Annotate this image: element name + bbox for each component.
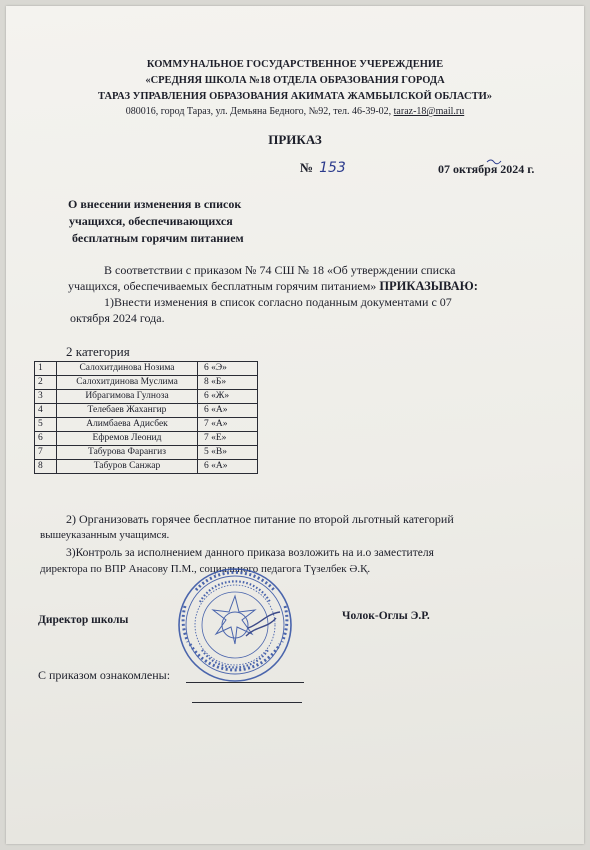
number-label: №	[300, 160, 314, 175]
order-number	[300, 160, 346, 176]
document-title: ПРИКАЗ	[268, 132, 322, 147]
subject-line-2: учащихся, обеспечивающихся	[69, 214, 233, 228]
signature-line-2	[192, 702, 302, 703]
row-number: 4	[35, 404, 57, 418]
category-label: 2 категория	[66, 344, 130, 359]
table-row	[35, 376, 258, 390]
student-class: 7 «А»	[198, 418, 258, 432]
table-row	[35, 390, 258, 404]
table-row	[35, 404, 258, 418]
org-address	[0, 106, 590, 118]
paragraph-1-line-1: В соответствии с приказом № 74 СШ № 18 «Об утверждении списка	[104, 263, 456, 277]
student-name: Ефремов Леонид	[57, 432, 198, 446]
row-number: 6	[35, 432, 57, 446]
signature-line-1	[186, 682, 304, 683]
address-text: 080016, город Тараз, ул. Демьяна Бедного, №92, тел. 46-39-02,	[125, 106, 394, 117]
row-number: 1	[35, 362, 57, 376]
paragraph-2-line-2: октября 2024 года.	[70, 311, 165, 325]
table-row	[35, 432, 258, 446]
signature-name: Чолок-Оглы Э.Р.	[342, 610, 430, 622]
item-2-line-2: вышеуказанным учащимся.	[40, 529, 170, 541]
table-row	[35, 418, 258, 432]
paragraph-1-text: учащихся, обеспечиваемых бесплатным горячим питанием»	[68, 279, 380, 293]
item-3-line-2: директора по ВПР Анасову П.М., социального педагога Түзелбек Ә.Қ.	[40, 563, 371, 575]
student-name: Алимбаева Адисбек	[57, 418, 198, 432]
row-number: 7	[35, 446, 57, 460]
table-row	[35, 362, 258, 376]
handwritten-number: 153	[319, 160, 346, 176]
student-class: 8 «Б»	[198, 376, 258, 390]
student-class: 7 «Е»	[198, 432, 258, 446]
students-table	[34, 361, 258, 474]
table-row	[35, 446, 258, 460]
org-header-line-2: «СРЕДНЯЯ ШКОЛА №18 ОТДЕЛА ОБРАЗОВАНИЯ ГОРОДА	[145, 75, 445, 86]
acknowledgement-label: С приказом ознакомлены:	[38, 668, 171, 682]
org-header-line-3: ТАРАЗ УПРАВЛЕНИЯ ОБРАЗОВАНИЯ АКИМАТА ЖАМБЫЛСКОЙ ОБЛАСТИ»	[97, 91, 492, 102]
row-number: 3	[35, 390, 57, 404]
signature-role: Директор школы	[38, 614, 129, 626]
org-header-line-1: КОММУНАЛЬНОЕ ГОСУДАРСТВЕННОЕ УЧЕРЕЖДЕНИЕ	[146, 59, 444, 70]
order-keyword: ПРИКАЗЫВАЮ:	[379, 279, 478, 293]
student-name: Салохитдинова Муслима	[57, 376, 198, 390]
student-name: Табуров Санжар	[57, 460, 198, 474]
student-class: 6 «Э»	[198, 362, 258, 376]
table-row	[35, 460, 258, 474]
official-seal-icon	[176, 566, 294, 684]
order-subject	[68, 196, 244, 247]
paragraph-1-line-2	[68, 279, 478, 294]
student-class: 6 «А»	[198, 404, 258, 418]
row-number: 5	[35, 418, 57, 432]
student-name: Салохитдинова Нозима	[57, 362, 198, 376]
student-name: Ибрагимова Гулноза	[57, 390, 198, 404]
row-number: 2	[35, 376, 57, 390]
item-3-line-1: 3)Контроль за исполнением данного приказа возложить на и.о заместителя	[66, 547, 434, 559]
email-link[interactable]: taraz-18@mail.ru	[393, 106, 465, 117]
student-class: 5 «В»	[198, 446, 258, 460]
student-class: 6 «Ж»	[198, 390, 258, 404]
subject-line-1: О внесении изменения в список	[68, 197, 242, 211]
student-name: Телебаев Жахангир	[57, 404, 198, 418]
student-name: Табурова Фарангиз	[57, 446, 198, 460]
subject-line-3: бесплатным горячим питанием	[72, 231, 244, 245]
paragraph-2-line-1: 1)Внести изменения в список согласно поданным документами с 07	[104, 295, 452, 309]
student-class: 6 «А»	[198, 460, 258, 474]
row-number: 8	[35, 460, 57, 474]
order-date: 07 октября 2024 г.	[438, 162, 535, 176]
item-2-line-1: 2) Организовать горячее бесплатное питание по второй льготный категорий	[66, 512, 454, 526]
